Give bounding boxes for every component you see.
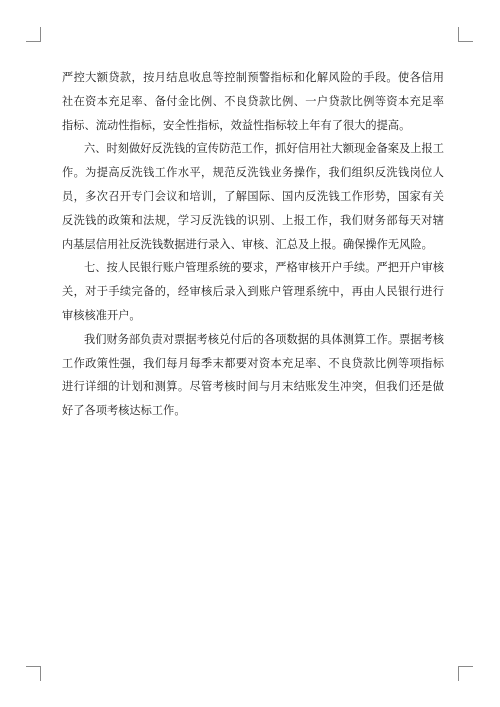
crop-mark-bottom-right — [458, 666, 473, 681]
paragraph-account-management: 七、按人民银行账户管理系统的要求，严格审核开户手续。严把开户审核关，对于手续完备的，经审核后录入到账户管理系统中，再由人民银行进行审核核准开户。 — [62, 261, 444, 322]
crop-mark-top-left — [26, 27, 41, 42]
paragraph-bill-assessment: 我们财务部负责对票据考核兑付后的各项数据的具体测算工作。票据考核工作政策性强，我们每月每季末都要对资本充足率、不良贷款比例等项指标进行详细的计划和测算。尽管考核时间与月末结账发生冲突，但我们还是做好了各项考核达标工作。 — [62, 332, 444, 418]
document-body — [62, 66, 444, 423]
crop-mark-bottom-left — [26, 666, 41, 681]
paragraph-continued: 严控大额贷款，按月结息收息等控制预警指标和化解风险的手段。使各信用社在资本充足率、备付金比例、不良贷款比例、一户贷款比例等资本充足率指标、流动性指标，安全性指标，效益性指标较上年有了很大的提高。 — [62, 71, 444, 132]
crop-mark-top-right — [458, 27, 473, 42]
paragraph-anti-money-laundering: 六、时刻做好反洗钱的宣传防范工作，抓好信用社大额现金备案及上报工作。为提高反洗钱工作水平，规范反洗钱业务操作，我们组织反洗钱岗位人员，多次召开专门会议和培训，了解国际、国内反洗钱工作形势，国家有关反洗钱的政策和法规，学习反洗钱的识别、上报工作，我们财务部每天对辖内基层信用社反洗钱数据进行录入、审核、汇总及上报。确保操作无风险。 — [62, 142, 444, 251]
